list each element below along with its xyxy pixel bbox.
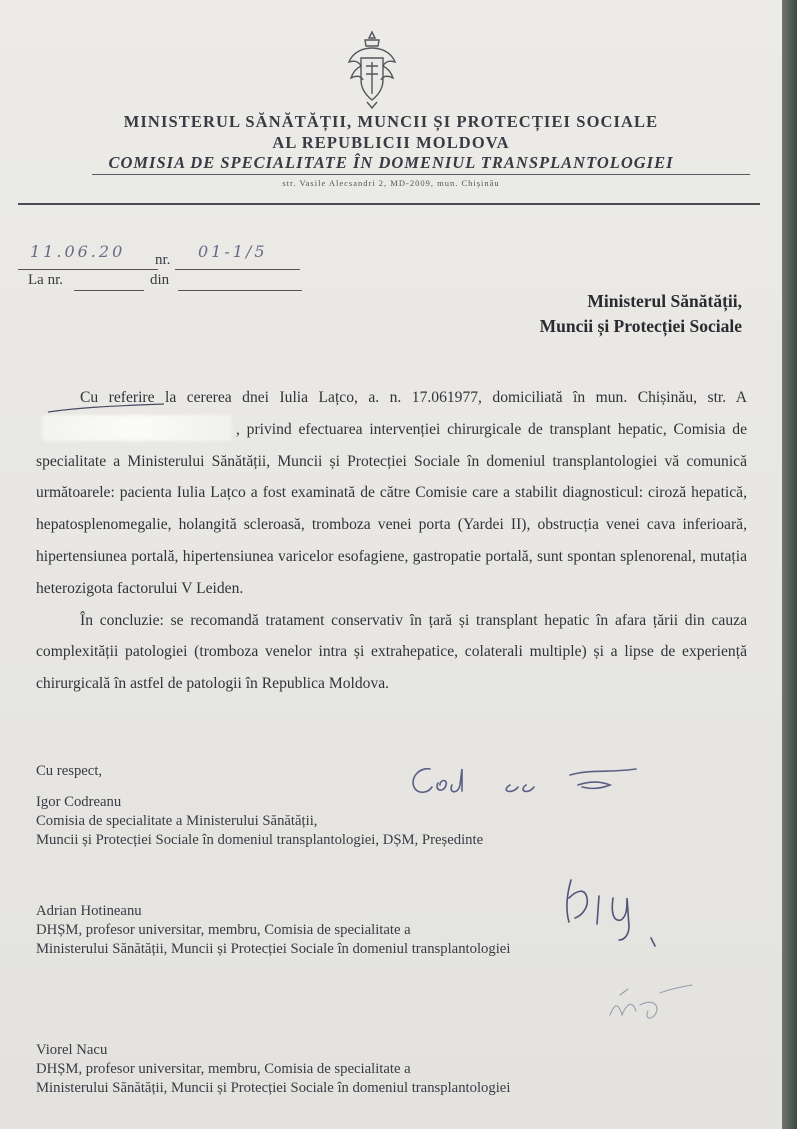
header-rule bbox=[18, 203, 760, 205]
la-nr-line bbox=[74, 290, 144, 291]
signatory-3-name: Viorel Nacu bbox=[36, 1042, 108, 1058]
signature-3 bbox=[600, 975, 710, 1035]
signatory-1-name: Igor Codreanu bbox=[36, 794, 122, 810]
letter-body bbox=[36, 382, 747, 700]
commission-title: COMISIA DE SPECIALITATE ÎN DOMENIUL TRANSPLANTOLOGIEI bbox=[108, 153, 674, 172]
date-handwritten: 11.06.20 bbox=[30, 242, 126, 261]
nr-handwritten: 01-1/5 bbox=[198, 242, 268, 261]
signature-2 bbox=[555, 868, 685, 953]
paragraph-1-rest: , privind efectuarea intervenției chirurgicale de transplant hepatic, Comisia de specialitate a Ministerului Sănătății, Muncii și Protecției Sociale în domeniul transplantologiei vă comunică următoarele: pacienta Iulia Lațco a fost examinată de către Comisie care a stabilit diagnosticul: ciroză hepatică, hepatosplenomegalie, holangită scleroasă, tromboza venei porta (Yardei II), obstrucția venei cava inferioară, hipertensiunea portală, hipertensiunea varicelor esofagiene, gastropatie portală, sunt spontan splenorenal, mutația heterozigota factorului V Leiden. bbox=[36, 420, 747, 597]
din-line bbox=[178, 290, 302, 291]
din-label: din bbox=[150, 272, 170, 288]
ministry-title: MINISTERUL SĂNĂTĂȚII, MUNCII ȘI PROTECȚIEI SOCIALE bbox=[123, 112, 659, 131]
date-line bbox=[18, 269, 158, 270]
page-edge-background bbox=[782, 0, 797, 1129]
signatory-3-role-2: Ministerului Sănătății, Muncii și Protecției Sociale în domeniul transplantologiei bbox=[36, 1080, 511, 1096]
signatory-2-name: Adrian Hotineanu bbox=[36, 903, 142, 919]
header-divider bbox=[92, 174, 750, 175]
signatory-1-role-2: Muncii și Protecției Sociale în domeniul transplantologiei, DȘM, Președinte bbox=[36, 832, 484, 848]
la-nr-label: La nr. bbox=[28, 272, 63, 288]
signatory-1-role-1: Comisia de specialitate a Ministerului Sănătății, bbox=[36, 813, 318, 829]
recipient-line-1: Ministerul Sănătății, bbox=[587, 291, 742, 311]
signatory-2-role-2: Ministerului Sănătății, Muncii și Protecției Sociale în domeniul transplantologiei bbox=[36, 941, 511, 957]
signatory-2-role-1: DHȘM, profesor universitar, membru, Comisia de specialitate a bbox=[36, 922, 411, 938]
address: str. Vasile Alecsandri 2, MD-2009, mun. Chișinău bbox=[282, 178, 500, 188]
ministry-subtitle: AL REPUBLICII MOLDOVA bbox=[272, 133, 510, 152]
nr-line bbox=[175, 269, 300, 270]
paragraph-1-start: Cu referire la cererea dnei Iulia Lațco, a. n. 17.061977, domiciliată în mun. Chișinău, str. A bbox=[80, 389, 747, 406]
underline-mark bbox=[46, 400, 166, 416]
nr-label: nr. bbox=[155, 252, 171, 268]
signatory-3-role-1: DHȘM, profesor universitar, membru, Comisia de specialitate a bbox=[36, 1061, 411, 1077]
closing: Cu respect, bbox=[36, 763, 103, 779]
signature-1 bbox=[400, 755, 660, 805]
coat-of-arms-icon bbox=[345, 28, 399, 110]
paragraph-2: În concluzie: se recomandă tratament conservativ în țară și transplant hepatic în afara țării din cauza complexității patologiei (tromboza venelor intra și extrahepatice, colaterali multiple) și a lipse de experiență chirurgicală în astfel de patologii în Republica Moldova. bbox=[36, 611, 747, 693]
redacted-address bbox=[42, 415, 232, 441]
recipient-line-2: Muncii și Protecției Sociale bbox=[539, 316, 742, 336]
